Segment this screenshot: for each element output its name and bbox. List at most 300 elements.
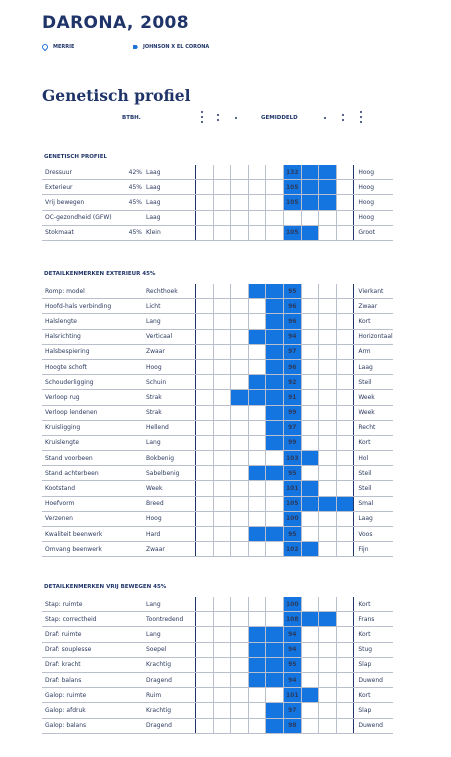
scale-cell xyxy=(248,375,266,390)
average-column-header: GEMIDDELD xyxy=(261,115,298,121)
scale-cell xyxy=(301,718,319,733)
table-row xyxy=(42,359,393,374)
scale-cell xyxy=(248,688,266,703)
reliability-percent xyxy=(102,597,145,612)
high-end-label: Recht xyxy=(354,420,394,435)
scale-cell xyxy=(319,542,337,557)
high-end-label: Hoog xyxy=(354,165,394,180)
scale-cell xyxy=(336,672,354,687)
scale-cell xyxy=(319,195,337,210)
trait-label: Verloop rug xyxy=(42,390,102,405)
scale-cell xyxy=(231,703,249,718)
table-row xyxy=(42,627,393,642)
profile-table xyxy=(42,284,393,557)
high-end-label: Kort xyxy=(354,627,394,642)
scale-cell xyxy=(248,359,266,374)
scale-cell xyxy=(231,329,249,344)
scale-cell xyxy=(301,314,319,329)
scale-cell xyxy=(196,627,214,642)
scale-dot xyxy=(342,119,344,121)
trait-label: Stand voorbeen xyxy=(42,451,102,466)
low-end-label: Zwaar xyxy=(145,542,196,557)
scale-cell xyxy=(196,657,214,672)
breeding-value: 101 xyxy=(283,688,301,703)
scale-cell xyxy=(196,481,214,496)
scale-cell xyxy=(231,466,249,481)
scale-cell xyxy=(319,165,337,180)
scale-dot xyxy=(217,119,219,121)
trait-label: Draf: balans xyxy=(42,672,102,687)
low-end-label: Zwaar xyxy=(145,344,196,359)
table-row xyxy=(42,718,393,733)
scale-cell xyxy=(213,225,231,240)
scale-cell xyxy=(213,420,231,435)
low-end-label: Laag xyxy=(145,210,196,225)
scale-cell xyxy=(213,527,231,542)
scale-cell xyxy=(213,284,231,299)
table-row xyxy=(42,612,393,627)
table-row xyxy=(42,642,393,657)
profile-table xyxy=(42,165,393,241)
scale-cell xyxy=(213,435,231,450)
scale-cell xyxy=(319,180,337,195)
table-row xyxy=(42,657,393,672)
table-row xyxy=(42,672,393,687)
scale-cell xyxy=(231,225,249,240)
breeding-value: 99 xyxy=(283,435,301,450)
reliability-percent xyxy=(102,451,145,466)
trait-label: Exterieur xyxy=(42,180,102,195)
low-end-label: Toontredend xyxy=(145,612,196,627)
scale-cell xyxy=(231,642,249,657)
scale-cell xyxy=(336,329,354,344)
profile-table xyxy=(42,597,393,734)
scale-cell xyxy=(196,405,214,420)
trait-label: Kootstand xyxy=(42,481,102,496)
scale-cell xyxy=(266,284,284,299)
scale-cell xyxy=(301,496,319,511)
scale-cell xyxy=(301,466,319,481)
scale-cell xyxy=(213,314,231,329)
btbh-column-header: BTBH. xyxy=(122,115,141,121)
scale-cell xyxy=(196,451,214,466)
scale-cell xyxy=(319,511,337,526)
scale-cell xyxy=(301,225,319,240)
scale-dot xyxy=(235,117,237,119)
scale-cell xyxy=(266,527,284,542)
scale-cell xyxy=(231,299,249,314)
scale-dot xyxy=(342,114,344,116)
scale-cell xyxy=(336,390,354,405)
low-end-label: Bokbenig xyxy=(145,451,196,466)
breeding-value: 105 xyxy=(283,195,301,210)
table-row xyxy=(42,420,393,435)
scale-cell xyxy=(336,688,354,703)
scale-cell xyxy=(319,612,337,627)
scale-cell xyxy=(336,597,354,612)
scale-cell xyxy=(266,344,284,359)
scale-cell xyxy=(301,299,319,314)
section-title: GENETISCH PROFIEL xyxy=(44,154,107,160)
scale-cell xyxy=(301,375,319,390)
high-end-label: Week xyxy=(354,390,394,405)
scale-cell xyxy=(248,284,266,299)
reliability-percent xyxy=(102,390,145,405)
trait-label: Draf: souplesse xyxy=(42,642,102,657)
scale-cell xyxy=(231,657,249,672)
scale-cell xyxy=(248,180,266,195)
scale-cell xyxy=(266,466,284,481)
scale-cell xyxy=(196,314,214,329)
high-end-label: Stug xyxy=(354,642,394,657)
page-title: Genetisch profiel xyxy=(42,86,191,105)
scale-cell xyxy=(319,496,337,511)
breeding-value xyxy=(283,210,301,225)
scale-cell xyxy=(231,210,249,225)
scale-cell xyxy=(248,299,266,314)
scale-cell xyxy=(196,612,214,627)
scale-cell xyxy=(248,527,266,542)
trait-label: Omvang beenwerk xyxy=(42,542,102,557)
table-row xyxy=(42,466,393,481)
scale-cell xyxy=(301,210,319,225)
table-row xyxy=(42,390,393,405)
scale-cell xyxy=(248,672,266,687)
scale-cell xyxy=(213,481,231,496)
sex-label: MERRIE xyxy=(53,44,75,50)
scale-cell xyxy=(248,466,266,481)
breeding-value: 96 xyxy=(283,299,301,314)
scale-cell xyxy=(231,435,249,450)
scale-cell xyxy=(248,718,266,733)
scale-cell xyxy=(231,688,249,703)
high-end-label: Smal xyxy=(354,496,394,511)
high-end-label: Duwend xyxy=(354,672,394,687)
trait-label: Draf: kracht xyxy=(42,657,102,672)
table-row xyxy=(42,299,393,314)
reliability-percent xyxy=(102,627,145,642)
scale-cell xyxy=(266,642,284,657)
scale-cell xyxy=(266,375,284,390)
breeding-value: 94 xyxy=(283,329,301,344)
scale-cell xyxy=(266,451,284,466)
reliability-percent xyxy=(102,657,145,672)
table-row xyxy=(42,180,393,195)
scale-cell xyxy=(301,627,319,642)
scale-cell xyxy=(301,359,319,374)
reliability-percent xyxy=(102,542,145,557)
breeding-value: 100 xyxy=(283,511,301,526)
scale-cell xyxy=(196,718,214,733)
scale-cell xyxy=(213,612,231,627)
high-end-label: Steil xyxy=(354,466,394,481)
high-end-label: Laag xyxy=(354,511,394,526)
reliability-percent xyxy=(102,703,145,718)
scale-cell xyxy=(336,542,354,557)
table-row xyxy=(42,542,393,557)
table-row xyxy=(42,195,393,210)
scale-cell xyxy=(213,496,231,511)
scale-cell xyxy=(196,435,214,450)
trait-label: Stand achterbeen xyxy=(42,466,102,481)
scale-cell xyxy=(336,375,354,390)
scale-cell xyxy=(248,314,266,329)
low-end-label: Dragend xyxy=(145,718,196,733)
scale-cell xyxy=(319,688,337,703)
reliability-percent xyxy=(102,496,145,511)
scale-cell xyxy=(336,405,354,420)
scale-cell xyxy=(301,390,319,405)
scale-cell xyxy=(196,527,214,542)
scale-cell xyxy=(196,329,214,344)
scale-cell xyxy=(319,299,337,314)
breeding-value: 97 xyxy=(283,703,301,718)
scale-cell xyxy=(336,612,354,627)
scale-cell xyxy=(319,390,337,405)
scale-cell xyxy=(213,672,231,687)
breeding-value: 91 xyxy=(283,390,301,405)
scale-cell xyxy=(248,642,266,657)
scale-cell xyxy=(336,642,354,657)
scale-cell xyxy=(231,420,249,435)
breeding-value: 100 xyxy=(283,597,301,612)
low-end-label: Ruim xyxy=(145,688,196,703)
location-pin-icon xyxy=(41,43,49,51)
scale-cell xyxy=(319,359,337,374)
table-row xyxy=(42,284,393,299)
scale-cell xyxy=(248,496,266,511)
reliability-percent xyxy=(102,314,145,329)
scale-cell xyxy=(301,180,319,195)
scale-cell xyxy=(248,657,266,672)
breeding-value: 96 xyxy=(283,314,301,329)
scale-dot xyxy=(201,121,203,123)
scale-cell xyxy=(301,612,319,627)
low-end-label: Krachtig xyxy=(145,657,196,672)
breeding-value: 95 xyxy=(283,284,301,299)
scale-cell xyxy=(231,314,249,329)
scale-cell xyxy=(196,642,214,657)
trait-label: Kruisligging xyxy=(42,420,102,435)
trait-label: Dressuur xyxy=(42,165,102,180)
low-end-label: Schuin xyxy=(145,375,196,390)
scale-cell xyxy=(319,420,337,435)
trait-label: Draf: ruimte xyxy=(42,627,102,642)
scale-cell xyxy=(301,597,319,612)
breeding-value: 108 xyxy=(283,612,301,627)
scale-cell xyxy=(196,180,214,195)
breeding-value: 103 xyxy=(283,451,301,466)
scale-cell xyxy=(319,435,337,450)
table-row xyxy=(42,597,393,612)
scale-cell xyxy=(213,180,231,195)
reliability-percent xyxy=(102,344,145,359)
scale-cell xyxy=(248,612,266,627)
table-row xyxy=(42,314,393,329)
scale-cell xyxy=(266,657,284,672)
scale-cell xyxy=(336,180,354,195)
reliability-percent: 45% xyxy=(102,180,145,195)
scale-cell xyxy=(196,195,214,210)
scale-cell xyxy=(213,597,231,612)
scale-cell xyxy=(319,657,337,672)
scale-cell xyxy=(336,420,354,435)
scale-cell xyxy=(231,165,249,180)
trait-label: Verzenen xyxy=(42,511,102,526)
scale-cell xyxy=(319,527,337,542)
breeding-value: 97 xyxy=(283,420,301,435)
scale-cell xyxy=(266,180,284,195)
scale-cell xyxy=(231,718,249,733)
reliability-percent xyxy=(102,284,145,299)
reliability-percent: 45% xyxy=(102,225,145,240)
scale-cell xyxy=(266,165,284,180)
high-end-label: Fijn xyxy=(354,542,394,557)
scale-cell xyxy=(336,435,354,450)
scale-cell xyxy=(266,435,284,450)
trait-label: Schouderligging xyxy=(42,375,102,390)
scale-cell xyxy=(196,299,214,314)
scale-cell xyxy=(266,329,284,344)
scale-cell xyxy=(266,359,284,374)
high-end-label: Voos xyxy=(354,527,394,542)
high-end-label: Horizontaal xyxy=(354,329,394,344)
scale-cell xyxy=(248,210,266,225)
scale-cell xyxy=(196,284,214,299)
scale-dot xyxy=(217,114,219,116)
scale-cell xyxy=(213,688,231,703)
reliability-percent xyxy=(102,435,145,450)
scale-cell xyxy=(266,390,284,405)
reliability-percent xyxy=(102,642,145,657)
scale-cell xyxy=(213,210,231,225)
high-end-label: Steil xyxy=(354,481,394,496)
scale-cell xyxy=(231,627,249,642)
scale-cell xyxy=(213,657,231,672)
reliability-percent xyxy=(102,420,145,435)
scale-cell xyxy=(266,612,284,627)
low-end-label: Dragend xyxy=(145,672,196,687)
scale-cell xyxy=(196,210,214,225)
scale-cell xyxy=(336,299,354,314)
section-title: DETAILKENMERKEN EXTERIEUR 45% xyxy=(44,271,156,277)
scale-cell xyxy=(248,703,266,718)
scale-cell xyxy=(301,451,319,466)
scale-cell xyxy=(336,703,354,718)
table-row xyxy=(42,165,393,180)
scale-cell xyxy=(266,299,284,314)
low-end-label: Licht xyxy=(145,299,196,314)
low-end-label: Laag xyxy=(145,165,196,180)
scale-cell xyxy=(266,688,284,703)
low-end-label: Lang xyxy=(145,435,196,450)
scale-cell xyxy=(213,299,231,314)
reliability-percent: 42% xyxy=(102,165,145,180)
table-row xyxy=(42,688,393,703)
scale-cell xyxy=(266,672,284,687)
trait-label: Kwaliteit beenwerk xyxy=(42,527,102,542)
breeding-value: 97 xyxy=(283,344,301,359)
high-end-label: Groot xyxy=(354,225,394,240)
reliability-percent xyxy=(102,688,145,703)
scale-cell xyxy=(319,284,337,299)
trait-label: Halslengte xyxy=(42,314,102,329)
high-end-label: Duwend xyxy=(354,718,394,733)
scale-cell xyxy=(319,210,337,225)
reliability-percent xyxy=(102,329,145,344)
scale-cell xyxy=(266,210,284,225)
breeding-value: 105 xyxy=(283,225,301,240)
scale-cell xyxy=(301,642,319,657)
reliability-percent xyxy=(102,466,145,481)
scale-cell xyxy=(266,195,284,210)
scale-cell xyxy=(301,165,319,180)
scale-cell xyxy=(266,703,284,718)
scale-cell xyxy=(248,344,266,359)
low-end-label: Hellend xyxy=(145,420,196,435)
low-end-label: Lang xyxy=(145,627,196,642)
high-end-label: Laag xyxy=(354,359,394,374)
scale-cell xyxy=(213,451,231,466)
breeding-value: 99 xyxy=(283,405,301,420)
pedigree-label: JOHNSON X EL CORONA xyxy=(143,44,210,50)
high-end-label: Week xyxy=(354,405,394,420)
scale-cell xyxy=(231,195,249,210)
scale-cell xyxy=(213,718,231,733)
scale-cell xyxy=(196,225,214,240)
scale-cell xyxy=(196,703,214,718)
scale-cell xyxy=(319,672,337,687)
scale-cell xyxy=(301,344,319,359)
high-end-label: Slap xyxy=(354,657,394,672)
scale-cell xyxy=(319,375,337,390)
breeding-value: 101 xyxy=(283,481,301,496)
scale-cell xyxy=(248,195,266,210)
scale-dot xyxy=(360,111,362,113)
scale-cell xyxy=(319,314,337,329)
breeding-value: 94 xyxy=(283,642,301,657)
scale-cell xyxy=(266,420,284,435)
scale-dot xyxy=(201,111,203,113)
scale-cell xyxy=(266,597,284,612)
high-end-label: Hoog xyxy=(354,180,394,195)
scale-cell xyxy=(336,527,354,542)
scale-cell xyxy=(336,165,354,180)
scale-cell xyxy=(248,420,266,435)
reliability-percent xyxy=(102,527,145,542)
scale-cell xyxy=(301,542,319,557)
reliability-percent xyxy=(102,511,145,526)
scale-cell xyxy=(196,344,214,359)
scale-cell xyxy=(301,435,319,450)
scale-dot xyxy=(201,116,203,118)
table-row xyxy=(42,225,393,240)
scale-cell xyxy=(336,344,354,359)
breeding-value: 94 xyxy=(283,672,301,687)
scale-cell xyxy=(196,390,214,405)
scale-cell xyxy=(231,375,249,390)
scale-cell xyxy=(196,542,214,557)
table-row xyxy=(42,329,393,344)
trait-label: Hoofd-hals verbinding xyxy=(42,299,102,314)
table-row xyxy=(42,481,393,496)
scale-cell xyxy=(213,511,231,526)
scale-cell xyxy=(213,466,231,481)
scale-cell xyxy=(248,390,266,405)
scale-cell xyxy=(301,688,319,703)
scale-cell xyxy=(231,405,249,420)
trait-label: Halsrichting xyxy=(42,329,102,344)
